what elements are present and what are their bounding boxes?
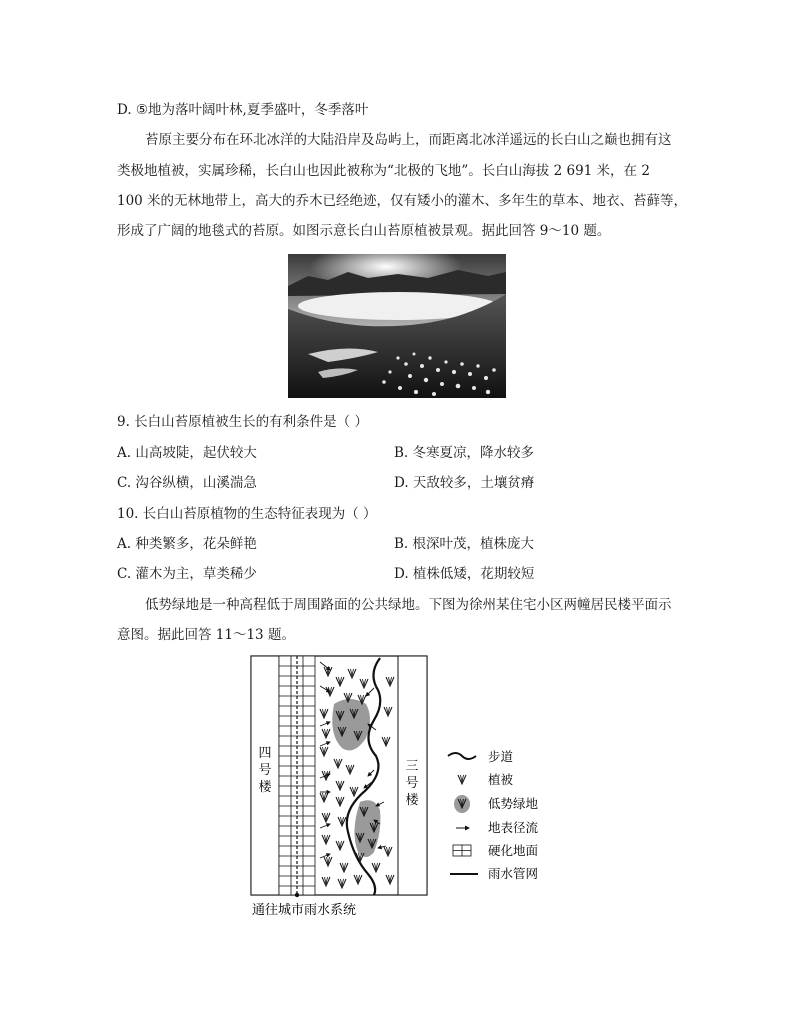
vegetation-symbol <box>360 679 368 688</box>
passage2-line1: 低势绿地是一种高程低于周围路面的公共绿地。下图为徐州某住宅小区两幢居民楼平面示 <box>145 597 672 613</box>
vegetation-symbol <box>334 759 342 768</box>
vegetation-symbol <box>322 729 330 738</box>
legend-vegetation-label: 植被 <box>488 772 514 787</box>
runoff-arrow <box>366 688 374 696</box>
q9-option-d: D. 天敌较多，土壤贫瘠 <box>394 475 535 491</box>
q10-option-b: B. 根深叶茂，植株庞大 <box>394 536 535 552</box>
legend-runoff-label: 地表径流 <box>488 820 539 835</box>
vegetation-symbol <box>386 875 394 884</box>
legend-hardened-swatch <box>453 845 471 856</box>
lowland-1 <box>332 699 370 750</box>
vegetation-symbol <box>320 709 328 718</box>
vegetation-symbol <box>384 707 392 716</box>
vegetation-symbol <box>348 669 356 678</box>
vegetation-symbol <box>382 737 390 746</box>
q10-option-d: D. 植株低矮，花期较短 <box>394 566 535 582</box>
legend-pipe-label: 雨水管网 <box>488 866 539 881</box>
legend <box>448 749 539 881</box>
vegetation-symbol <box>324 857 332 866</box>
q10-option-c: C. 灌木为主，草类稀少 <box>117 566 257 582</box>
q10-stem: 10. 长白山苔原植物的生态特征表现为（ ） <box>117 506 377 522</box>
legend-path-label: 步道 <box>488 749 514 764</box>
vegetation-symbol <box>384 847 392 856</box>
runoff-arrow <box>320 854 330 858</box>
vegetation-symbol <box>340 863 348 872</box>
q9-option-c: C. 沟谷纵横，山溪湍急 <box>117 475 257 491</box>
pipe-outlet-dot <box>295 893 299 897</box>
vegetation-symbol <box>372 863 380 872</box>
vegetation-symbol <box>320 793 328 802</box>
runoff-arrow <box>320 686 330 692</box>
runoff-arrow <box>368 770 374 776</box>
building-4-label-2: 号 <box>258 763 272 778</box>
runoff-arrow <box>320 824 330 828</box>
passage1-line1: 苔原主要分布在环北冰洋的大陆沿岸及岛屿上，而距离北冰洋遥远的长白山之巅也拥有这 <box>145 132 672 148</box>
legend-vegetation-swatch <box>458 775 466 784</box>
outlet-label: 通往城市雨水系统 <box>252 903 357 918</box>
runoff-arrow <box>320 722 330 726</box>
vegetation-symbol <box>386 677 394 686</box>
building-3-label-1: 三 <box>405 759 419 774</box>
vegetation-symbol <box>354 875 362 884</box>
vegetation-symbol <box>336 841 344 850</box>
vegetation-symbol <box>322 877 330 886</box>
q9-option-b: B. 冬寒夏凉，降水较多 <box>394 445 535 461</box>
vegetation-symbol <box>336 677 344 686</box>
passage2-line2: 意图。据此回答 11～13 题。 <box>117 627 295 643</box>
q10-option-a: A. 种类繁多，花朵鲜艳 <box>117 536 257 552</box>
legend-lowland-swatch <box>454 795 470 813</box>
q9-stem: 9. 长白山苔原植被生长的有利条件是（ ） <box>117 414 368 430</box>
building-3-label-2: 号 <box>405 776 419 791</box>
vegetation-symbol <box>350 787 358 796</box>
vegetation-symbol <box>336 781 344 790</box>
prev-option-d: D. ⑤地为落叶阔叶林,夏季盛叶，冬季落叶 <box>117 102 369 118</box>
legend-lowland-label: 低势绿地 <box>488 796 539 811</box>
building-4-label-1: 四 <box>258 746 272 761</box>
vegetation-symbol <box>346 765 354 774</box>
vegetation-symbol <box>336 797 344 806</box>
q9-option-a: A. 山高坡陡，起伏较大 <box>117 445 257 461</box>
building-3-label-3: 楼 <box>405 793 419 808</box>
vegetation-symbol <box>322 813 330 822</box>
legend-hardened-label: 硬化地面 <box>488 843 539 858</box>
passage1-line2: 类极地植被，实属珍稀，长白山也因此被称为“北极的飞地”。长白山海拔 2 691 米，在 2 <box>117 163 650 179</box>
passage1-line3: 100 米的无林地带上，高大的乔木已经绝迹，仅有矮小的灌木、多年生的草本、地衣、苔藓等， <box>117 193 688 209</box>
runoff-arrow <box>320 742 330 746</box>
legend-path-swatch <box>448 753 476 759</box>
vegetation-symbol <box>320 747 328 756</box>
residential-plan-diagram <box>250 652 560 922</box>
building-4-label-3: 楼 <box>258 780 272 795</box>
runoff-arrow <box>376 802 384 806</box>
vegetation-symbol <box>322 835 330 844</box>
passage1-line4: 形成了广阔的地毯式的苔原。如图示意长白山苔原植被景观。据此回答 9～10 题。 <box>117 223 611 239</box>
vegetation-symbol <box>338 879 346 888</box>
vegetation-symbol <box>338 817 346 826</box>
tundra-landscape-photo <box>288 254 506 398</box>
